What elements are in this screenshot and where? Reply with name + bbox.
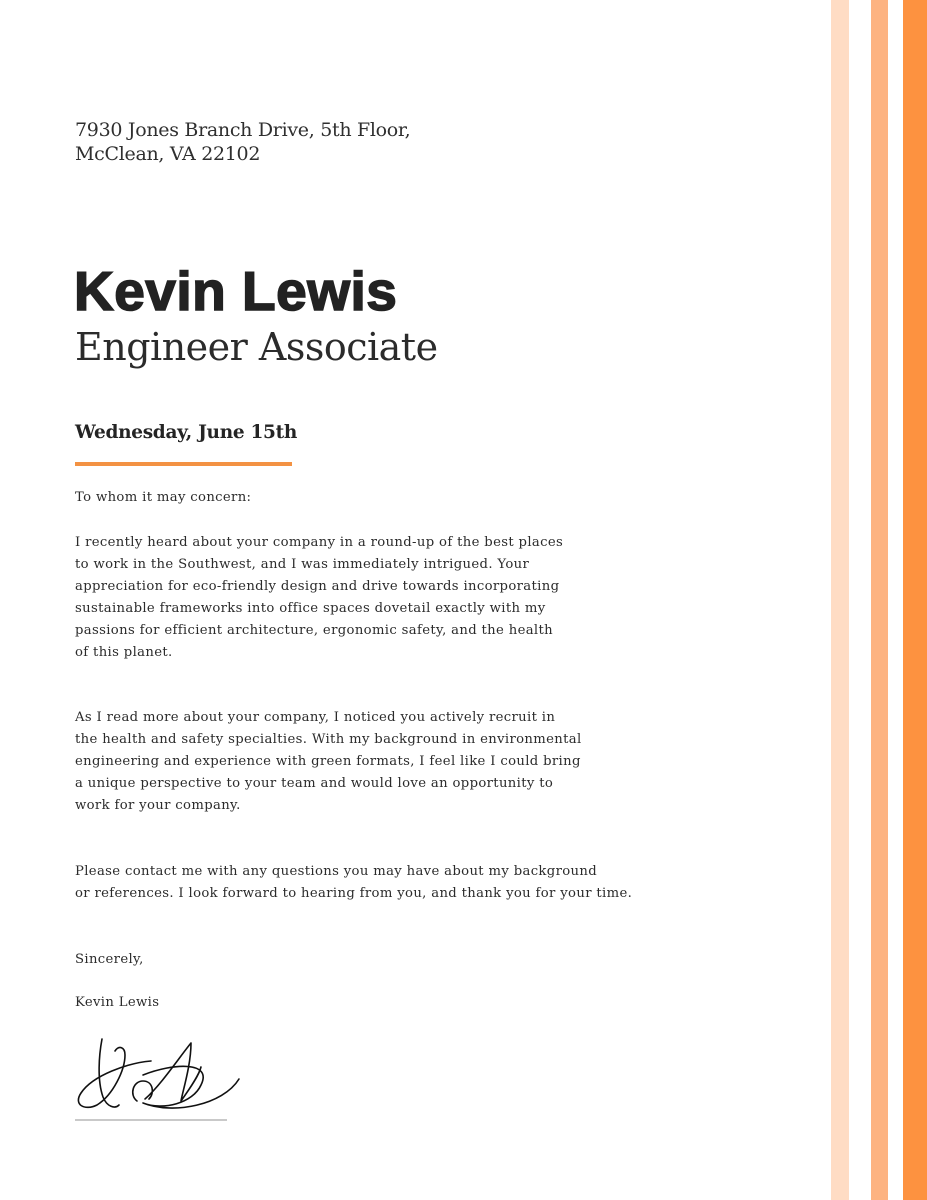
letter-paragraph-2 xyxy=(75,707,582,817)
letter-greeting: To whom it may concern: xyxy=(75,490,252,505)
address-line: 7930 Jones Branch Drive, 5th Floor, xyxy=(75,119,411,141)
letter-date: Wednesday, June 15th xyxy=(75,422,297,443)
sender-address xyxy=(75,118,410,166)
paragraph-line: As I read more about your company, I noticed you actively recruit in xyxy=(75,710,556,725)
paragraph-line: of this planet. xyxy=(75,645,173,660)
signature-line xyxy=(75,1119,227,1121)
signature-stroke-k-loop xyxy=(78,1048,151,1108)
sender-name: Kevin Lewis xyxy=(74,260,398,322)
paragraph-line: the health and safety specialties. With my background in environmental xyxy=(75,732,582,747)
paragraph-line: work for your company. xyxy=(75,798,241,813)
signer-name: Kevin Lewis xyxy=(75,995,160,1010)
letter-paragraph-3 xyxy=(75,861,632,905)
letter-closing: Sincerely, xyxy=(75,952,144,967)
paragraph-line: to work in the Southwest, and I was immediately intrigued. Your xyxy=(75,557,530,572)
paragraph-line: a unique perspective to your team and would love an opportunity to xyxy=(75,776,554,791)
paragraph-line: appreciation for eco-friendly design and drive towards incorporating xyxy=(75,579,560,594)
paragraph-line: passions for efficient architecture, ergonomic safety, and the health xyxy=(75,623,553,638)
paragraph-line: I recently heard about your company in a round-up of the best places xyxy=(75,535,564,550)
paragraph-line: Please contact me with any questions you may have about my background xyxy=(75,864,597,879)
address-line: McClean, VA 22102 xyxy=(75,143,261,165)
sender-job-title: Engineer Associate xyxy=(75,325,438,369)
letter-paragraph-1 xyxy=(75,532,563,664)
handwritten-signature xyxy=(73,1035,245,1115)
decorative-stripe-dark xyxy=(903,0,927,1200)
paragraph-line: engineering and experience with green formats, I feel like I could bring xyxy=(75,754,581,769)
paragraph-line: sustainable frameworks into office spaces dovetail exactly with my xyxy=(75,601,546,616)
decorative-stripe-medium xyxy=(871,0,888,1200)
signature-stroke-l xyxy=(133,1043,201,1101)
paragraph-line: or references. I look forward to hearing from you, and thank you for your time. xyxy=(75,886,633,901)
date-underline-divider xyxy=(75,462,292,466)
decorative-stripe-light xyxy=(831,0,849,1200)
